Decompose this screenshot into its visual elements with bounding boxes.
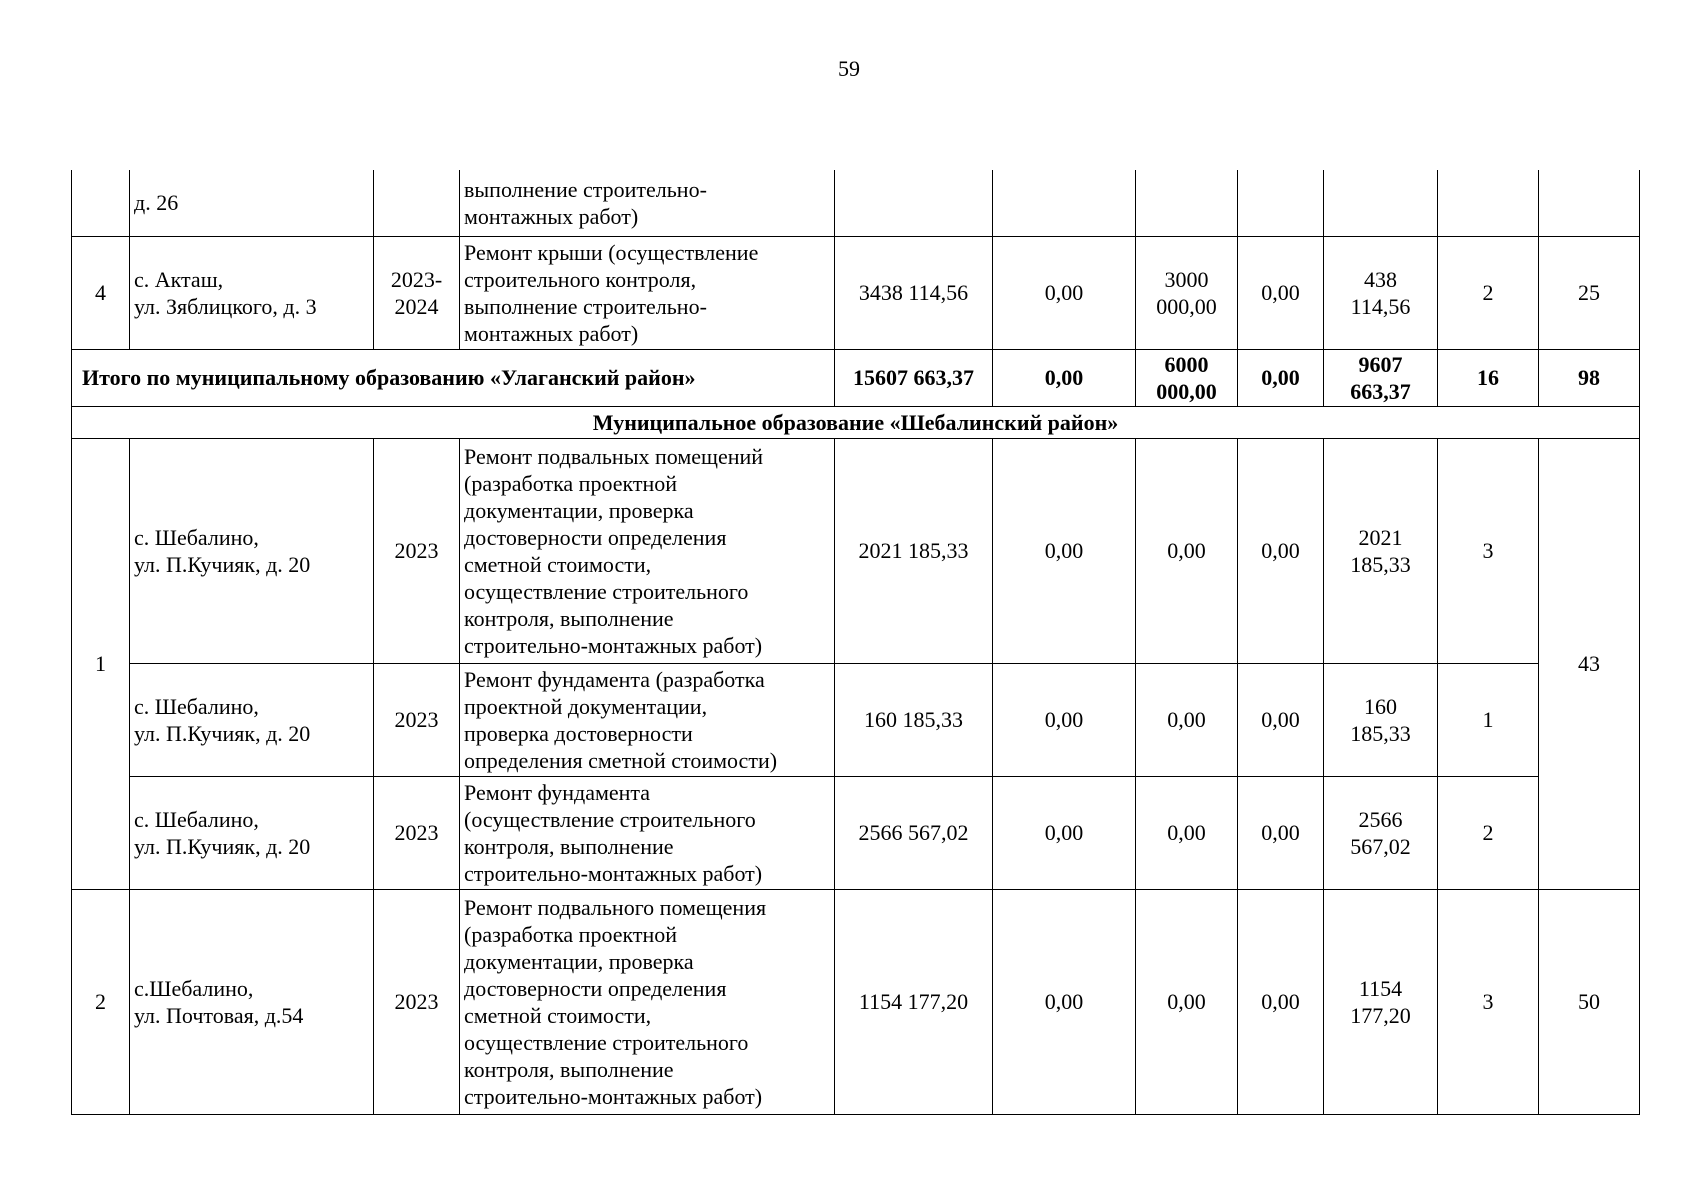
amount-cell [1324, 170, 1438, 236]
amount-line: 000,00 [1156, 293, 1217, 319]
work-line: документации, проверка [464, 948, 694, 974]
amount-cell: 0,00 [1238, 663, 1324, 776]
count-cell [1539, 170, 1640, 236]
count-cell: 98 [1539, 349, 1640, 406]
amount-line: 9607 [1358, 351, 1403, 377]
amount-cell: 0,00 [993, 889, 1136, 1114]
amount-cell: 0,00 [993, 349, 1136, 406]
count-cell: 50 [1539, 889, 1640, 1114]
work-line: Ремонт подвальных помещений [464, 443, 764, 469]
amount-cell [1136, 349, 1238, 406]
work-description-cell [460, 236, 835, 349]
work-line: проверка достоверности [464, 720, 693, 746]
count-cell: 16 [1438, 349, 1539, 406]
address-line: с. Шебалино, [134, 806, 259, 832]
work-line: строительно-монтажных работ) [464, 1083, 763, 1109]
count-cell: 2 [1438, 776, 1539, 889]
count-cell: 2 [1438, 236, 1539, 349]
amount-line: 2021 [1358, 524, 1403, 550]
work-line: (разработка проектной [464, 470, 678, 496]
amount-cell: 0,00 [1238, 438, 1324, 663]
count-cell: 3 [1438, 438, 1539, 663]
address-cell [130, 236, 374, 349]
amount-line: 3000 [1164, 266, 1209, 292]
address-cell [130, 663, 374, 776]
address-line: ул. Почтовая, д.54 [134, 1002, 304, 1028]
year-cell: 2023 [374, 438, 460, 663]
work-line: контроля, выполнение [464, 833, 674, 859]
work-line: Ремонт подвального помещения [464, 894, 767, 920]
address-line: с. Шебалино, [134, 693, 259, 719]
amount-cell: 0,00 [993, 236, 1136, 349]
row-number-cell [72, 170, 130, 236]
address-line: ул. Зяблицкого, д. 3 [134, 293, 317, 319]
page-number: 59 [838, 56, 860, 81]
year-line: 2024 [394, 293, 439, 319]
table-row [72, 438, 1640, 663]
work-line: монтажных работ) [464, 203, 639, 229]
work-line: (разработка проектной [464, 921, 678, 947]
amount-cell [1324, 889, 1438, 1114]
amount-cell: 0,00 [993, 776, 1136, 889]
amount-line: 567,02 [1350, 833, 1411, 859]
address-cell [130, 170, 374, 236]
address-line: ул. П.Кучияк, д. 20 [134, 551, 311, 577]
work-line: Ремонт крыши (осуществление [464, 239, 759, 265]
work-line: выполнение строительно- [464, 176, 707, 202]
amount-cell: 0,00 [1136, 889, 1238, 1114]
total-cell: 15607 663,37 [835, 349, 993, 406]
work-line: строительно-монтажных работ) [464, 632, 763, 658]
amount-cell: 0,00 [993, 663, 1136, 776]
amount-cell: 0,00 [1238, 236, 1324, 349]
amount-cell [1238, 170, 1324, 236]
work-line: Ремонт фундамента [464, 779, 651, 805]
repair-program-table [71, 170, 1640, 1115]
amount-line: 663,37 [1350, 378, 1411, 404]
work-line: достоверности определения [464, 975, 727, 1001]
amount-line: 6000 [1164, 351, 1209, 377]
count-cell [1438, 170, 1539, 236]
amount-cell [993, 170, 1136, 236]
total-cell: 2566 567,02 [835, 776, 993, 889]
subtotal-label: Итого по муниципальному образованию «Улаганский район» [72, 349, 835, 406]
work-description-cell [460, 663, 835, 776]
address-line: с. Акташ, [134, 266, 224, 292]
work-line: сметной стоимости, [464, 1002, 652, 1028]
work-line: монтажных работ) [464, 320, 639, 346]
amount-cell [1324, 776, 1438, 889]
table-row [72, 236, 1640, 349]
year-cell: 2023 [374, 663, 460, 776]
amount-line: 2566 [1358, 806, 1403, 832]
work-line: осуществление строительного [464, 578, 749, 604]
table-row [72, 776, 1640, 889]
amount-line: 160 [1364, 693, 1397, 719]
work-line: строительного контроля, [464, 266, 697, 292]
amount-cell [1136, 170, 1238, 236]
section-header-row [72, 406, 1640, 438]
year-cell: 2023 [374, 889, 460, 1114]
address-line: ул. П.Кучияк, д. 20 [134, 720, 311, 746]
count-cell: 25 [1539, 236, 1640, 349]
work-description-cell [460, 776, 835, 889]
amount-cell [1324, 438, 1438, 663]
amount-cell [1324, 236, 1438, 349]
work-line: строительно-монтажных работ) [464, 860, 763, 886]
total-cell: 3438 114,56 [835, 236, 993, 349]
amount-cell [1324, 663, 1438, 776]
amount-cell [1324, 349, 1438, 406]
amount-cell: 0,00 [1136, 438, 1238, 663]
address-cell [130, 776, 374, 889]
work-line: достоверности определения [464, 524, 727, 550]
table-row [72, 170, 1640, 236]
work-line: (осуществление строительного [464, 806, 756, 832]
work-line: осуществление строительного [464, 1029, 749, 1055]
address-line: с. Шебалино, [134, 524, 259, 550]
address-text: д. 26 [134, 190, 179, 216]
count-cell: 3 [1438, 889, 1539, 1114]
amount-cell: 0,00 [1238, 889, 1324, 1114]
work-line: контроля, выполнение [464, 605, 674, 631]
amount-line: 1154 [1358, 975, 1403, 1001]
section-title: Муниципальное образование «Шебалинский район» [72, 406, 1640, 438]
work-line: определения сметной стоимости) [464, 747, 778, 773]
total-cell: 2021 185,33 [835, 438, 993, 663]
count-cell: 43 [1539, 438, 1640, 889]
amount-cell: 0,00 [1136, 663, 1238, 776]
work-line: Ремонт фундамента (разработка [464, 666, 765, 692]
row-number-cell: 2 [72, 889, 130, 1114]
address-cell [130, 438, 374, 663]
address-line: ул. П.Кучияк, д. 20 [134, 833, 311, 859]
amount-line: 177,20 [1350, 1002, 1411, 1028]
amount-cell: 0,00 [1238, 776, 1324, 889]
count-cell: 1 [1438, 663, 1539, 776]
amount-cell: 0,00 [1136, 776, 1238, 889]
year-cell [374, 236, 460, 349]
year-cell [374, 170, 460, 236]
work-line: выполнение строительно- [464, 293, 707, 319]
total-cell: 1154 177,20 [835, 889, 993, 1114]
work-line: контроля, выполнение [464, 1056, 674, 1082]
work-line: проектной документации, [464, 693, 708, 719]
work-description-cell [460, 438, 835, 663]
amount-line: 114,56 [1350, 293, 1411, 319]
address-line: с.Шебалино, [134, 975, 254, 1001]
year-line: 2023- [390, 266, 443, 292]
total-cell [835, 170, 993, 236]
subtotal-row [72, 349, 1640, 406]
amount-cell: 0,00 [993, 438, 1136, 663]
total-cell: 160 185,33 [835, 663, 993, 776]
amount-cell: 0,00 [1238, 349, 1324, 406]
amount-cell [1136, 236, 1238, 349]
amount-line: 000,00 [1156, 378, 1217, 404]
work-line: сметной стоимости, [464, 551, 652, 577]
work-description-cell [460, 889, 835, 1114]
amount-line: 185,33 [1350, 720, 1411, 746]
year-cell: 2023 [374, 776, 460, 889]
work-description-cell [460, 170, 835, 236]
amount-line: 185,33 [1350, 551, 1411, 577]
address-cell [130, 889, 374, 1114]
amount-line: 438 [1364, 266, 1397, 292]
work-line: документации, проверка [464, 497, 694, 523]
row-number-cell: 1 [72, 438, 130, 889]
row-number-cell: 4 [72, 236, 130, 349]
table-row [72, 889, 1640, 1114]
table-row [72, 663, 1640, 776]
